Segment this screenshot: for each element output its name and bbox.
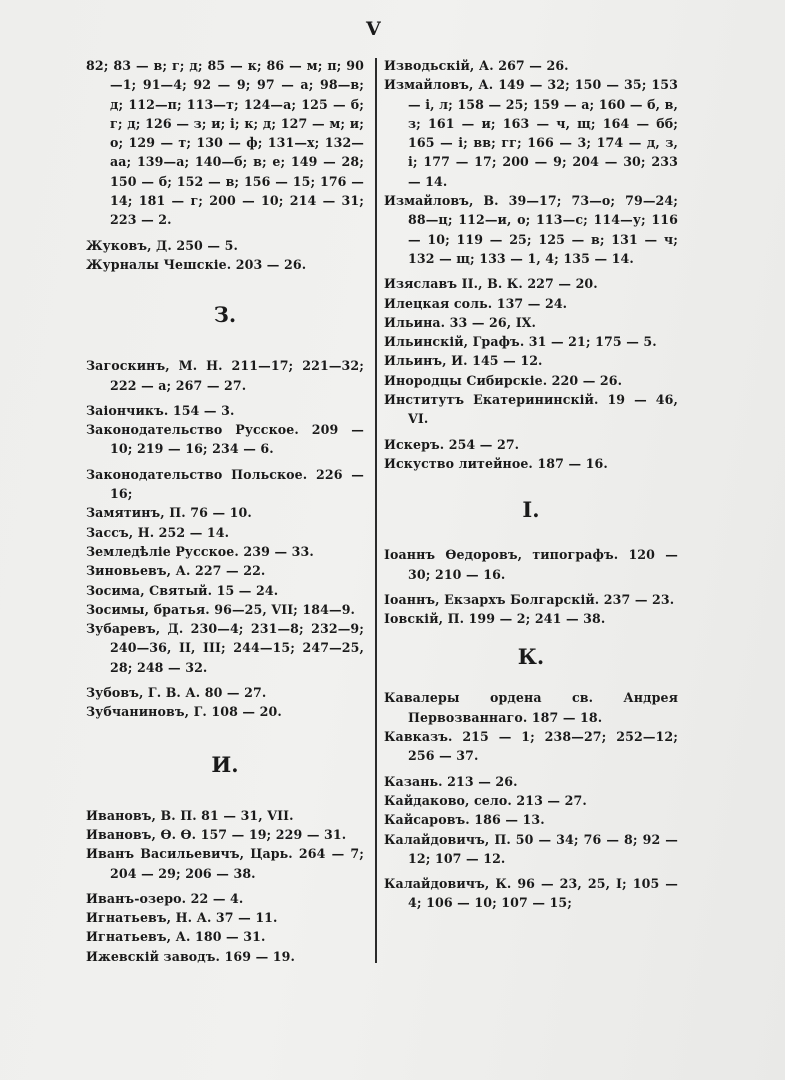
index-entry: Зосимы, братья. 96—25, VII; 184—9. (86, 601, 356, 617)
index-entry: Игнатьевъ, А. 180 — 31. (86, 929, 266, 945)
index-entry: Иванъ Васильевичъ, Царь. 264 — 7; 204 — 29; 206 — 38. (86, 846, 364, 881)
column-divider (375, 58, 377, 963)
index-entry: Законодательство Русское. 209 — 10; 219 — 16; 234 — 6. (86, 422, 364, 457)
index-entry: Ивановъ, В. П. 81 — 31, VII. (86, 807, 294, 823)
page-number: V (366, 18, 381, 40)
index-entry: Инородцы Сибирскіе. 220 — 26. (384, 372, 623, 388)
index-entry: Измайловъ, А. 149 — 32; 150 — 35; 153 — i, л; 158 — 25; 159 — а; 160 — б, в, з; 161 — и; 163 — ч, щ; 164 — бб; 165 — i; вв; гг; 166 — 3; 174 — д, з, i; 177 — 17; 200 — 9; 204 — 30; 233 — 14. (384, 77, 678, 189)
index-entry: Ильина. 33 — 26, IX. (384, 314, 537, 330)
index-entry: Іоаннъ Ѳедоровъ, типографъ. 120 — 30; 210 — 16. (384, 547, 678, 582)
section-heading: К. (517, 644, 545, 670)
index-entry: Институтъ Екатерининскій. 19 — 46, VI. (384, 392, 678, 427)
section-heading: I. (522, 497, 540, 523)
index-entry: Калайдовичъ, П. 50 — 34; 76 — 8; 92 — 12; 107 — 12. (384, 831, 678, 866)
index-entry: Кайдаково, село. 213 — 27. (384, 792, 587, 808)
index-entry: Зиновьевъ, А. 227 — 22. (86, 563, 266, 579)
index-entry: Игнатьевъ, Н. А. 37 — 11. (86, 910, 278, 926)
section-heading: И. (211, 751, 239, 777)
index-entry: Ижевскій заводъ. 169 — 19. (86, 948, 295, 964)
index-entry: Іоаннъ, Екзархъ Болгарскій. 237 — 23. (384, 591, 675, 607)
index-entry: Кавалеры ордена св. Андрея Первозваннаго. 187 — 18. (384, 690, 678, 725)
index-entry: Изяславъ II., В. К. 227 — 20. (384, 276, 598, 292)
right-column (384, 56, 678, 913)
index-entry: Илецкая соль. 137 — 24. (384, 295, 568, 311)
index-entry: Законодательство Польское. 226 — 16; (86, 466, 364, 502)
index-entry: Измайловъ, В. 39—17; 73—о; 79—24; 88—ц; 112—и, о; 113—с; 114—у; 116 — 10; 119 — 25; 125 — в; 131 — ч; 132 — щ; 133 — 1, 4; 135 — 14. (384, 193, 678, 266)
index-entry: Ильинскій, Графъ. 31 — 21; 175 — 5. (384, 334, 657, 350)
index-entry: Искуство литейное. 187 — 16. (384, 455, 608, 471)
index-entry: Иванъ-озеро. 22 — 4. (86, 890, 244, 906)
left-column (86, 56, 364, 966)
index-entry: Зосима, Святый. 15 — 24. (86, 582, 279, 598)
index-entry: Кайсаровъ. 186 — 13. (384, 812, 545, 828)
index-entry: Загоскинъ, М. Н. 211—17; 221—32; 222 — а; 267 — 27. (86, 358, 364, 393)
index-entry: Зубчаниновъ, Г. 108 — 20. (86, 704, 282, 720)
index-entry: Зубовъ, Г. В. А. 80 — 27. (86, 685, 267, 701)
index-entry: Жуковъ, Д. 250 — 5. (86, 237, 238, 253)
index-entry: Зубаревъ, Д. 230—4; 231—8; 232—9; 240—36, II, III; 244—15; 247—25, 28; 248 — 32. (86, 621, 364, 675)
index-entry: 82; 83 — в; г; д; 85 — к; 86 — м; п; 90—1; 91—4; 92 — 9; 97 — а; 98—в; д; 112—п; 113—т; 124—а; 125 — б; г; д; 126 — з; и; i; к; д; 127 — м; и; о; 129 — т; 130 — ф; 131—х; 132—аа; 139—а; 140—б; в; е; 149 — 28; 150 — б; 152 — в; 156 — 15; 176 — 14; 181 — г; 200 — 10; 214 — 31; 223 — 2. (86, 58, 364, 228)
index-entry: Казань. 213 — 26. (384, 773, 518, 789)
index-entry: Искеръ. 254 — 27. (384, 436, 520, 452)
section-heading: З. (213, 302, 237, 328)
index-entry: Ильинъ, И. 145 — 12. (384, 353, 543, 369)
index-entry: Земледѣліе Русское. 239 — 33. (86, 543, 314, 559)
index-entry: Калайдовичъ, К. 96 — 23, 25, I; 105 — 4; 106 — 10; 107 — 15; (384, 876, 678, 911)
index-entry: Замятинъ, П. 76 — 10. (86, 505, 252, 521)
index-entry: Журналы Чешскіе. 203 — 26. (86, 256, 307, 272)
index-entry: Заіончикъ. 154 — 3. (86, 402, 235, 418)
index-entry: Кавказъ. 215 — 1; 238—27; 252—12; 256 — 37. (384, 729, 678, 764)
index-entry: Изводьскій, А. 267 — 26. (384, 58, 569, 73)
index-entry: Зассъ, Н. 252 — 14. (86, 524, 230, 540)
index-entry: Іовскій, П. 199 — 2; 241 — 38. (384, 611, 606, 627)
index-entry: Ивановъ, Ѳ. Ѳ. 157 — 19; 229 — 31. (86, 826, 347, 842)
